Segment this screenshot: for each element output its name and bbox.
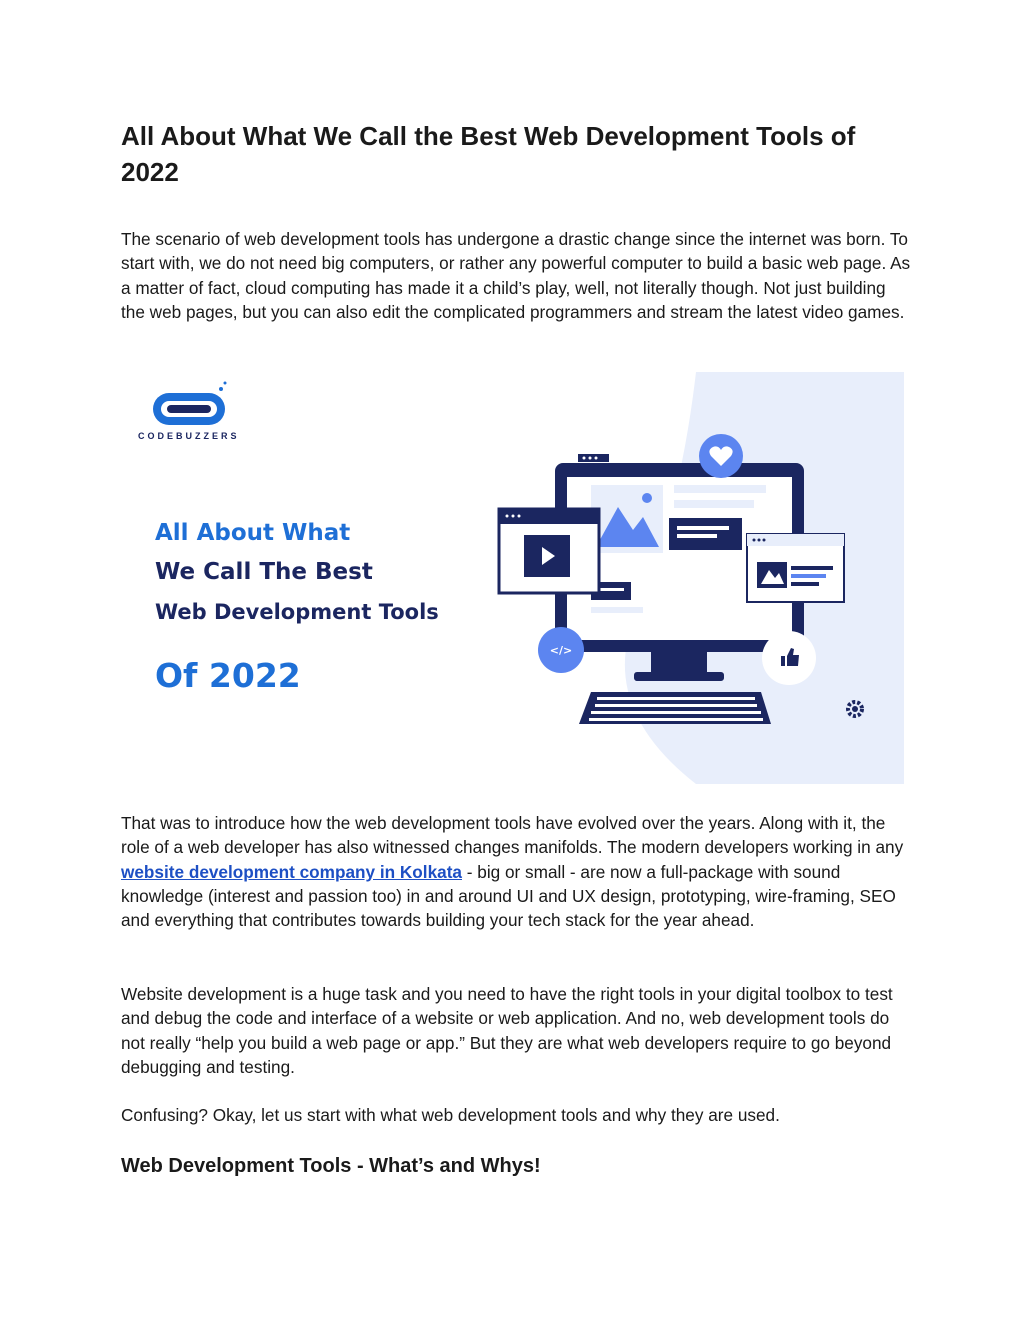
codebuzzers-logo <box>153 382 227 426</box>
intro-paragraph: The scenario of web development tools has undergone a drastic change since the internet was born. To start with, we do not need big computers, or rather any powerful computer to build a basic web page. As a matter of fact, cloud computing has made it a child’s play, well, not literally though. Not just building the web pages, but you can also edit the complicated programmers and stream the latest video games. <box>121 229 911 322</box>
article-banner-image <box>121 372 904 784</box>
paragraph-text: - big or small - are now a full-package with sound knowledge (interest and passion too) in and around UI and UX design, prototyping, wire-framing, SEO and everything that contributes towards building your tech stack for the year ahead. <box>121 861 896 931</box>
image-window <box>747 534 844 602</box>
article-title: All About What We Call the Best Web Development Tools of 2022 <box>121 121 856 187</box>
svg-text:</>: </> <box>549 644 573 657</box>
banner-title-line3: Web Development Tools <box>155 600 439 624</box>
paragraph-evolution <box>121 811 911 932</box>
code-badge <box>538 627 584 673</box>
section-heading: Web Development Tools - What’s and Whys! <box>121 1155 541 1177</box>
paragraph-confusing: Confusing? Okay, let us start with what web development tools and why they are used. <box>121 1105 780 1125</box>
paragraph-text: That was to introduce how the web development tools have evolved over the years. Along with it, the role of a web developer has also witnessed changes manifolds. The modern developers working in any <box>121 813 904 858</box>
video-window <box>499 509 599 593</box>
thumbs-up-icon <box>762 631 816 685</box>
keyboard-illustration <box>579 692 771 724</box>
banner-title-line1: All About What <box>155 520 351 546</box>
heart-icon <box>699 434 743 478</box>
banner-title-line4: Of 2022 <box>155 656 301 695</box>
paragraph-toolbox: Website development is a huge task and you need to have the right tools in your digital toolbox to test and debug the code and interface of a website or web application. And no, web development tools do not really “help you build a web page or app.” But they are what web developers require to go beyond debugging and testing. <box>121 984 893 1077</box>
website-development-link[interactable]: website development company in Kolkata <box>121 861 462 882</box>
logo-text: CODEBUZZERS <box>138 431 240 441</box>
banner-title-line2: We Call The Best <box>155 559 373 585</box>
